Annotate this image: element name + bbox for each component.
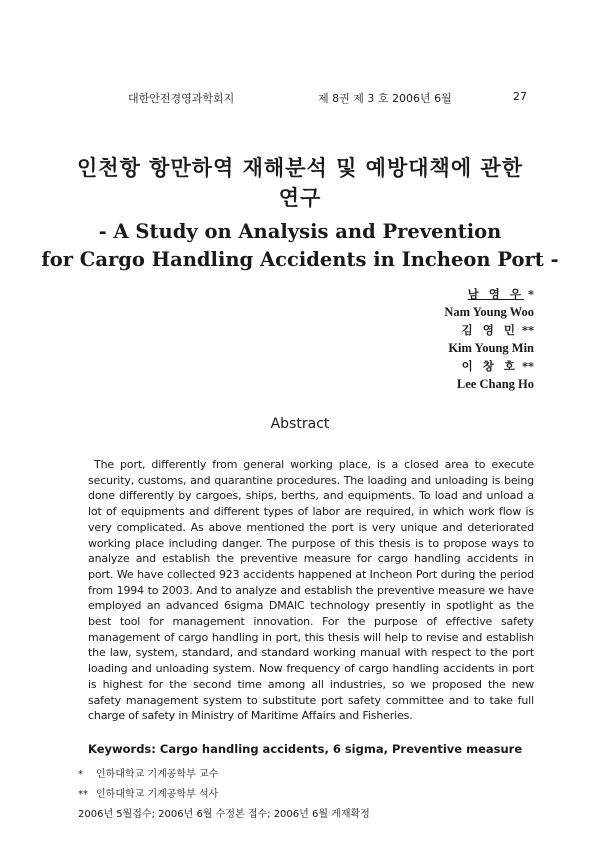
affiliation-mark: ** [521,323,534,337]
author-3-english: Lee Chang Ho [456,377,534,391]
footnote-text: 인하대학교 기계공학부 교수 [96,769,219,780]
abstract-body: The port, differently from general working place, is a closed area to execute security, customs, and quarantine procedures. The loading and unloading is being done differently by cargoes, ships, berths, and equipments. To load and unload a lot of equipments and different types of labor are required, in which work flow is very complicated. As above mentioned the port is very unique and deteriorated working place including danger. The purpose of this thesis is to propose ways to analyze and establish the preventive measure for cargo handling accidents in port. We have collected 923 accidents happened at Incheon Port during the period from 1994 to 2003. And to analyze and establish the preventive measure we have employed an advanced 6sigma DMAIC technology presently in spotlight as the best tool for management innovation. For the purpose of effective safety management of cargo handling in port, this thesis will help to revise and establish the law, system, standard, and standard working manual with respect to the port loading and unloading system. Now frequency of cargo handling accidents in port is highest for the second time among all industries, so we proposed the new safety management system to substitute port safety committee and to take full charge of safety in Ministry of Maritime Affairs and Fisheries. [88,458,534,723]
author-name-korean: 이 창 호 [461,359,518,373]
footnote-text: 인하대학교 기계공학부 석사 [96,789,219,800]
affiliation-mark: * [527,287,534,301]
author-3-korean [234,357,534,375]
keywords-line: Keywords: Cargo handling accidents, 6 sigma, Preventive measure [88,742,523,756]
author-2-english: Kim Young Min [448,341,534,355]
page-number: 27 [513,90,527,103]
abstract-heading: Abstract [270,416,330,432]
author-1-english: Nam Young Woo [444,305,534,319]
korean-title-line-2: 연구 [278,185,322,210]
english-title-line-2: for Cargo Handling Accidents in Incheon Port - [41,248,559,271]
journal-name: 대한안전경영과학회지 [128,92,235,105]
english-title-line-1: - A Study on Analysis and Prevention [98,220,502,243]
english-title [30,218,570,274]
footnote-2 [78,785,548,805]
footnote-mark: * [78,769,83,780]
author-2-korean [234,321,534,339]
submission-dates: 2006년 5월접수; 2006년 6월 수정본 접수; 2006년 6월 게재확정 [78,809,370,820]
author-name-korean: 남 영 우 [467,287,524,301]
korean-title-line-1: 인천항 항만하역 재해분석 및 예방대책에 관한 [77,155,523,180]
issue-info: 제 8권 제 3 호 2006년 6월 [318,92,452,105]
korean-title [40,153,560,213]
footnote-mark: ** [78,789,88,800]
footnote-1 [78,765,548,785]
running-header [0,90,600,106]
affiliation-mark: ** [521,359,534,373]
author-name-korean: 김 영 민 [461,323,518,337]
author-1-korean [234,285,534,303]
author-list [234,285,534,393]
footnotes [78,765,548,825]
